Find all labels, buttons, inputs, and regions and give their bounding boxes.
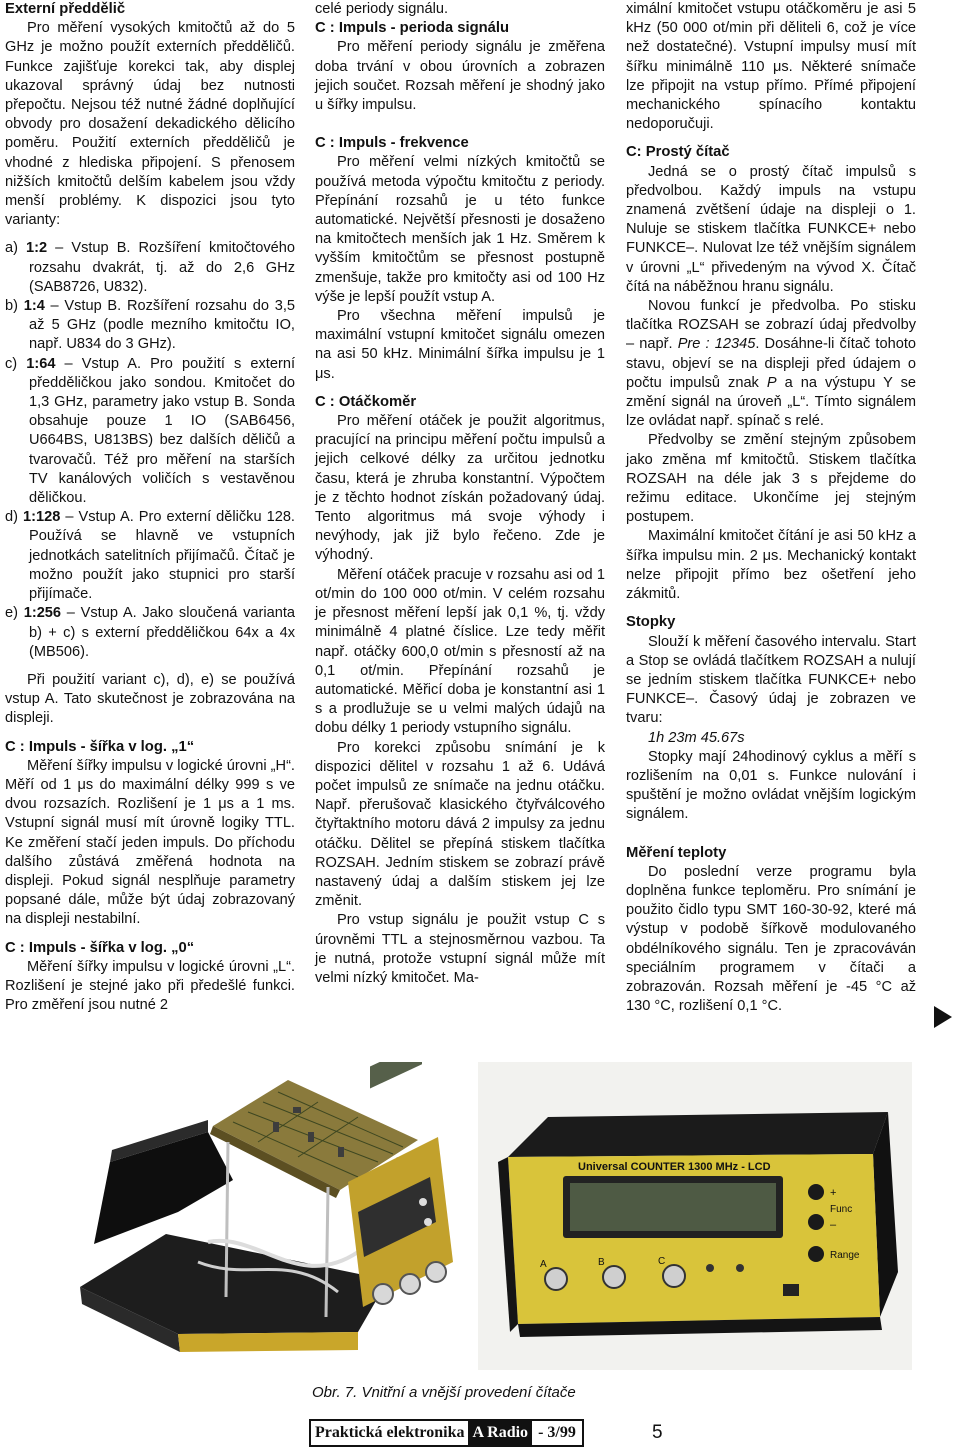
panel-input-a: A <box>540 1259 547 1270</box>
panel-title: Universal COUNTER 1300 MHz - LCD <box>578 1161 771 1173</box>
paragraph-citac-1: Jedná se o prostý čítač impulsů s předvolbou. Každý impuls na vstupu znamená zvětšení údaje na displeji o 1. Nuluje se stiskem tlačítka FUNKCE+ nebo FUNKCE–. Nulovat lze též vnějším signálem v úrovni „L“ přivedeným na vývod X. Čítač čítá na náběžnou hranu signálu. <box>626 163 916 295</box>
page-number: 5 <box>652 1422 663 1443</box>
panel-range-label: Range <box>830 1250 860 1261</box>
paragraph-externi-preddelic: Pro měření vysokých kmitočtů až do 5 GHz je možno použít externích předděličů. Funkce zajišťuje korekci tak, aby displej ukazoval správný údaj bez nutnosti přepočtu. Nejsou též nutné žádné doplňující obvody pro dosažení dekadického dělicího poměru. Použití externích předděličů je vhodné z hlediska připojení. S přenosem nižších kmitočtů delším kabelem jsou vždy menší problémy. K dispozici jsou tyto varianty: <box>5 20 295 229</box>
variants-list <box>5 239 295 661</box>
heading-impuls-log0: C : Impuls - šířka v log. „0“ <box>5 939 195 956</box>
paragraph-citac-3: Předvolby se změní stejným způsobem jako změna mf kmitočtů. Stiskem tlačítka ROZSAH na déle jak 3 s přejdeme do režimu editace. Ukončíme jej stejným postupem. <box>626 432 916 526</box>
magazine-issue: - 3/99 <box>538 1424 576 1441</box>
paragraph-impuls-perioda: Pro měření periody signálu je změřena doba trvání v obou úrovních a zobrazen jejich součet. Rozsah měření je shodný jako u šířky impulsu. <box>315 39 605 114</box>
paragraph-stopky-1: Slouží k měření časového intervalu. Start a Stop se ovládá tlačítkem ROZSAH a nulují se jedním stiskem tlačítka FUNKCE+ nebo FUNKCE–. Časový údaj je zobrazen ve tvaru: <box>626 633 916 727</box>
panel-input-b: B <box>598 1257 605 1268</box>
stopky-format: 1h 23m 45.67s <box>648 729 745 746</box>
paragraph-otackomer-1: Pro měření otáček je použit algoritmus, pracující na principu měření počtu impulsů a jejich celkové délky za určitou jednotku času, která je zhruba konstantní. Výpočtem je z těchto hodnot získán požadovaný údaj. Tento algoritmus má svoje výhody i nevýhody, jak již bylo řečeno. Zde je výhodný. <box>315 413 605 564</box>
paragraph-continuation: celé periody signálu. <box>315 1 449 17</box>
magazine-ar: A Radio <box>468 1421 532 1445</box>
magazine-name: Praktická elektronika <box>311 1424 468 1442</box>
variant-item: c) 1:64 – Vstup A. Pro použití s externí předděličkou jako sondou. Kmitočet do 1,3 GHz, parametry jako vstup B. Sonda obsahuje pouze 1 IO (SAB6456, U664BS, U813BS) bez dalších děličů a tvarovačů. Též pro měření na starších TV kanálových voličích s vestavěnou děličkou. <box>5 355 295 507</box>
paragraph-otackomer-3: Pro korekci způsobu snímání je k dispozici dělitel v rozsahu 1 až 6. Udává počet impulsů ze snímače na jednu otáčku. Např. přerušovač klasického čtyřválcového čtyřtaktního motoru dává 2 impulsy za jednu otáčku. Dělitel se přepíná stiskem tlačítka ROZSAH. Jedním stiskem se zobrazí právě nastavený údaj a dalším stiskem jej lze změnit. <box>315 739 605 910</box>
photo-counter-exterior <box>478 1062 912 1370</box>
paragraph-citac-2: Novou funkcí je předvolba. Po stisku tlačítka ROZSAH se zobrazí údaj předvolby – např. Pre : 12345. Dosáhne-li čítač tohoto stavu, objeví se na displeji před údajem o počtu impulsů znak P a na výstupu Y se změní signál na úroveň „L“. Tímto signálem lze ovládat např. spínač s relé. <box>626 298 916 430</box>
panel-func-label: Func <box>830 1204 853 1215</box>
panel-minus-label: – <box>830 1219 837 1231</box>
paragraph-otackomer-2: Měření otáček pracuje v rozsahu asi od 1 ot/min do 100 000 ot/min. V celém rozsahu je přesnost měření lepší jak 0,1 %, tj. vždy minimálně 4 platné číslice. Lze tedy měřit např. otáčky 600,0 ot/min s přesností až na 0,1 ot/min. Přepínání rozsahů je automatické. Měřicí doba je konstantní asi 1 s a prodlužuje se u velmi malých údajů na dobu délky 1 periody vstupního signálu. <box>315 566 605 737</box>
column-3 <box>626 0 916 1016</box>
heading-prosty-citac: C: Prostý čítač <box>626 144 730 161</box>
column-1 <box>5 0 295 1015</box>
paragraph-variants-note: Při použití variant c), d), e) se používá vstup A. Tato skutečnost je zobrazována na displeji. <box>5 671 295 727</box>
paragraph-frekvence-1: Pro měření velmi nízkých kmitočtů se používá metoda výpočtu kmitočtu z periody. Přepínání rozsahů je u této funkce automatické. Největší přesnosti je dosaženo na kmitočtech menších jak 1 Hz. Směrem k vyšším kmitočtům se přesnost postupně zmenšuje, takže pro kmitočty asi od 100 Hz výše je lepší použít vstup A. <box>315 154 605 305</box>
figure-caption: Obr. 7. Vnitřní a vnější provedení čítače <box>312 1384 576 1401</box>
page-footer <box>309 1420 584 1446</box>
heading-impuls-frekvence: C : Impuls - frekvence <box>315 135 469 152</box>
column-2 <box>315 0 605 988</box>
panel-input-c: C <box>658 1256 666 1267</box>
paragraph-otackomer-4: Pro vstup signálu je použit vstup C s úrovněmi TTL a stejnosměrnou vazbou. Ta je nutná, protože vstupní signál může mít velmi nízký kmitočet. Ma- <box>315 912 605 986</box>
counter-interior-illustration <box>58 1062 471 1370</box>
heading-impuls-perioda: C : Impuls - perioda signálu <box>315 20 510 37</box>
variant-item: a) 1:2 – Vstup B. Rozšíření kmitočtového rozsahu dvakrát, tj. až do 2,6 GHz (SAB8726, U832). <box>5 240 295 295</box>
variant-item: d) 1:128 – Vstup A. Pro externí děličku 128. Používá se hlavně ve vstupních jednotkách satelitních přijímačů. Čítač je možno použít jako stupnici pro starší přijímače. <box>5 509 295 603</box>
variant-item: e) 1:256 – Vstup A. Jako sloučená varianta b) + c) s externí předděličkou 64x a 4x (MB506). <box>5 605 295 660</box>
heading-mereni-teploty: Měření teploty <box>626 844 727 861</box>
paragraph-impuls-log1: Měření šířky impulsu v logické úrovni „H“. Měří od 1 μs do maximální délky 999 s ve dvou rozsazích. Rozlišení je 1 μs a 1 ms. Vstupní signál musí mít úrovně logiky TTL. Ke změření stačí jeden impuls. Do příchodu dalšího zůstává změřená hodnota na displeji. Pokud signál nesplňuje parametry popsané dále, může být údaj zobrazovaný na displeji nestabilní. <box>5 757 295 928</box>
panel-plus-label: + <box>830 1187 837 1199</box>
heading-impuls-log1: C : Impuls - šířka v log. „1“ <box>5 738 195 755</box>
heading-otackomer: C : Otáčkoměr <box>315 393 417 410</box>
paragraph-frekvence-2: Pro všechna měření impulsů je maximální vstupní kmitočet signálu omezen na asi 50 kHz. Minimální šířka impulsu je 1 μs. <box>315 308 605 382</box>
paragraph-citac-4: Maximální kmitočet čítání je asi 50 kHz a šířka impulsu min. 2 μs. Mechanický kontakt nelze připojit přímo bez ošetření jeho zákmitů. <box>626 528 916 603</box>
photo-counter-interior <box>58 1062 471 1370</box>
paragraph-continuation: ximální kmitočet vstupu otáčkoměru je asi 5 kHz (50 000 ot/min při děliteli 6, což je více než dostatečné). Vstupní impulsy musí mít šířku minimálně 110 μs. Některé snímače lze připojit na vstup přímo. Přímé připojení mechanického spínacího kontaktu nedoporučuji. <box>626 1 916 133</box>
continue-arrow-icon <box>934 1006 952 1028</box>
counter-exterior-illustration <box>478 1062 912 1370</box>
paragraph-teplota: Do poslední verze programu byla doplněna funkce teploměru. Pro snímání je použito čidlo typu SMT 160-30-92, které má výstup v podobě šířkově modulovaného obdélníkového signálu. Ten je zpracováván speciálním programem v čítači a zobrazován. Rozsah měření je -45 °C až 130 °C, rozlišení 0,1 °C. <box>626 863 916 1015</box>
paragraph-impuls-log0: Měření šířky impulsu v logické úrovni „L“. Rozlišení je stejné jako při předešlé funkci. Pro změření jsou nutné 2 <box>5 958 295 1014</box>
heading-stopky: Stopky <box>626 614 676 631</box>
variant-item: b) 1:4 – Vstup B. Rozšíření rozsahu do 3,5 až 5 GHz (podle mezního kmitočtu IO, např. U834 do 3 GHz). <box>5 298 295 353</box>
paragraph-stopky-2: Stopky mají 24hodinový cyklus a měří s rozlišením na 0,01 s. Funkce nulování i spuštění je možno ovládat vnějším logickým signálem. <box>626 748 916 823</box>
magazine-banner <box>309 1419 584 1447</box>
heading-externi-preddelic: Externí předdělič <box>5 1 126 17</box>
